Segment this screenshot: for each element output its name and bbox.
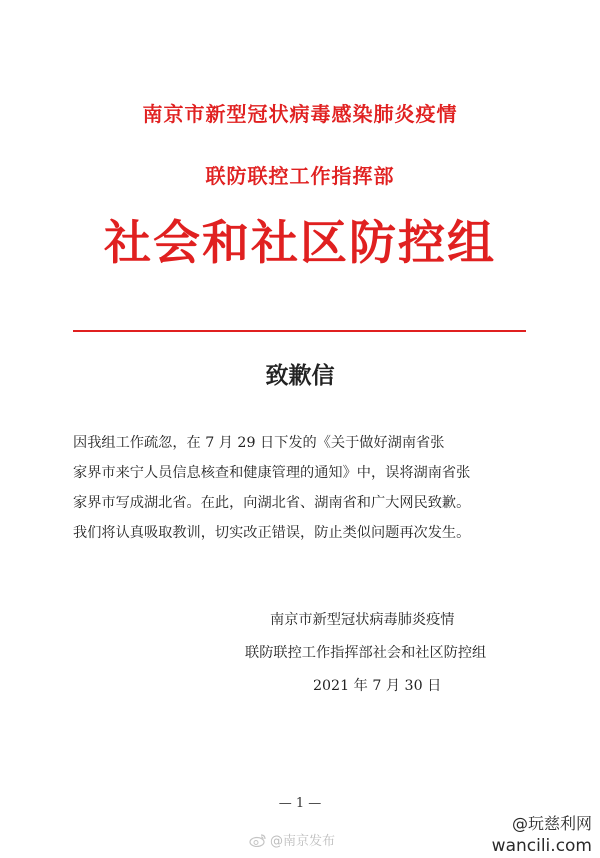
- weibo-handle: @南京发布: [270, 834, 336, 849]
- site-domain: wancili.com: [491, 836, 592, 856]
- red-divider-line: [73, 330, 526, 332]
- weibo-icon: [249, 833, 267, 847]
- document-title: 致歉信: [265, 362, 335, 389]
- site-watermark: [492, 812, 592, 858]
- body-line: 家界市写成湖北省。在此，向湖北省、湖南省和广大网民致歉。: [73, 495, 471, 511]
- page-number: — 1 —: [278, 796, 322, 811]
- document-body: [73, 428, 528, 548]
- body-line: 因我组工作疏忽，在 7 月 29 日下发的《关于做好湖南省张: [73, 435, 445, 451]
- site-handle: @玩慈利网: [511, 814, 592, 833]
- signature-date: 2021 年 7 月 30 日: [313, 678, 442, 694]
- header-org-name: 南京市新型冠状病毒感染肺炎疫情: [142, 102, 458, 126]
- body-line: 我们将认真吸取教训，切实改正错误，防止类似问题再次发生。: [73, 525, 471, 541]
- signature-org-line1: 南京市新型冠状病毒肺炎疫情: [270, 612, 455, 628]
- header-org-subname: 联防联控工作指挥部: [205, 164, 395, 188]
- weibo-watermark: [249, 830, 335, 849]
- body-line: 家界市来宁人员信息核查和健康管理的通知》中，误将湖南省张: [73, 465, 471, 481]
- header-group-title: 社会和社区防控组: [104, 216, 496, 271]
- signature-org-line2: 联防联控工作指挥部社会和社区防控组: [245, 645, 487, 661]
